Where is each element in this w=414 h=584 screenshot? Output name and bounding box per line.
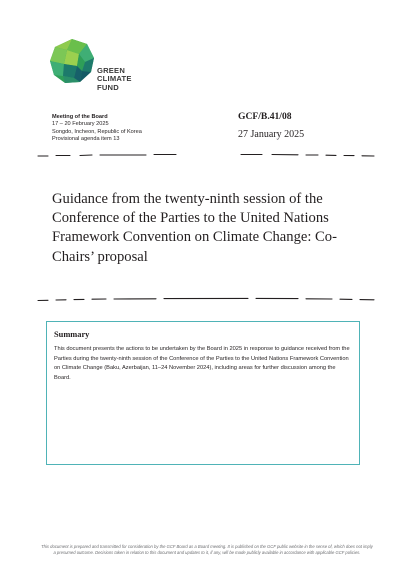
title-divider	[36, 296, 376, 302]
header-divider	[36, 152, 376, 158]
meeting-heading: Meeting of the Board	[52, 114, 108, 120]
meeting-location: Songdo, Incheon, Republic of Korea	[52, 128, 142, 135]
logo-line-3: FUND	[97, 82, 119, 92]
gcf-globe-icon	[49, 38, 95, 84]
footer-disclaimer: This document is prepared and transmitted for consideration by the GCF Board as a Board meeting. It is published on the GCF public website in the sense of, which does not imply a presumed outcome. Decisions taken in relation to this document and updates to it, if any, will be made publicly available in accordance with applicable GCF policies.	[41, 544, 373, 555]
document-date: 27 January 2025	[238, 129, 305, 140]
logo-line-2: CLIMATE	[97, 74, 132, 84]
meeting-dates: 17 – 20 February 2025	[52, 121, 109, 128]
summary-heading: Summary	[54, 330, 90, 339]
logo-line-1: GREEN	[97, 66, 126, 75]
document-id: GCF/B.41/08	[238, 111, 292, 122]
document-title: Guidance from the twenty-ninth session of the Conference of the Parties to the United Nations Framework Convention on Climate Change: Co-Chairs’ proposal	[52, 191, 337, 265]
meeting-info	[52, 114, 142, 144]
summary-box	[46, 321, 360, 465]
summary-body: This document presents the actions to be undertaken by the Board in 2025 in response to guidance received from the Parties during the twenty-ninth session of the Conference of the Parties to the United Nations Framework Convention on Climate Change (Baku, Azerbaijan, 11–24 November 2024), including areas for further discussion among the Board.	[54, 346, 350, 381]
logo-wordmark	[97, 67, 132, 92]
agenda-item: Provisional agenda item 13	[52, 136, 120, 143]
gcf-logo	[49, 38, 95, 89]
